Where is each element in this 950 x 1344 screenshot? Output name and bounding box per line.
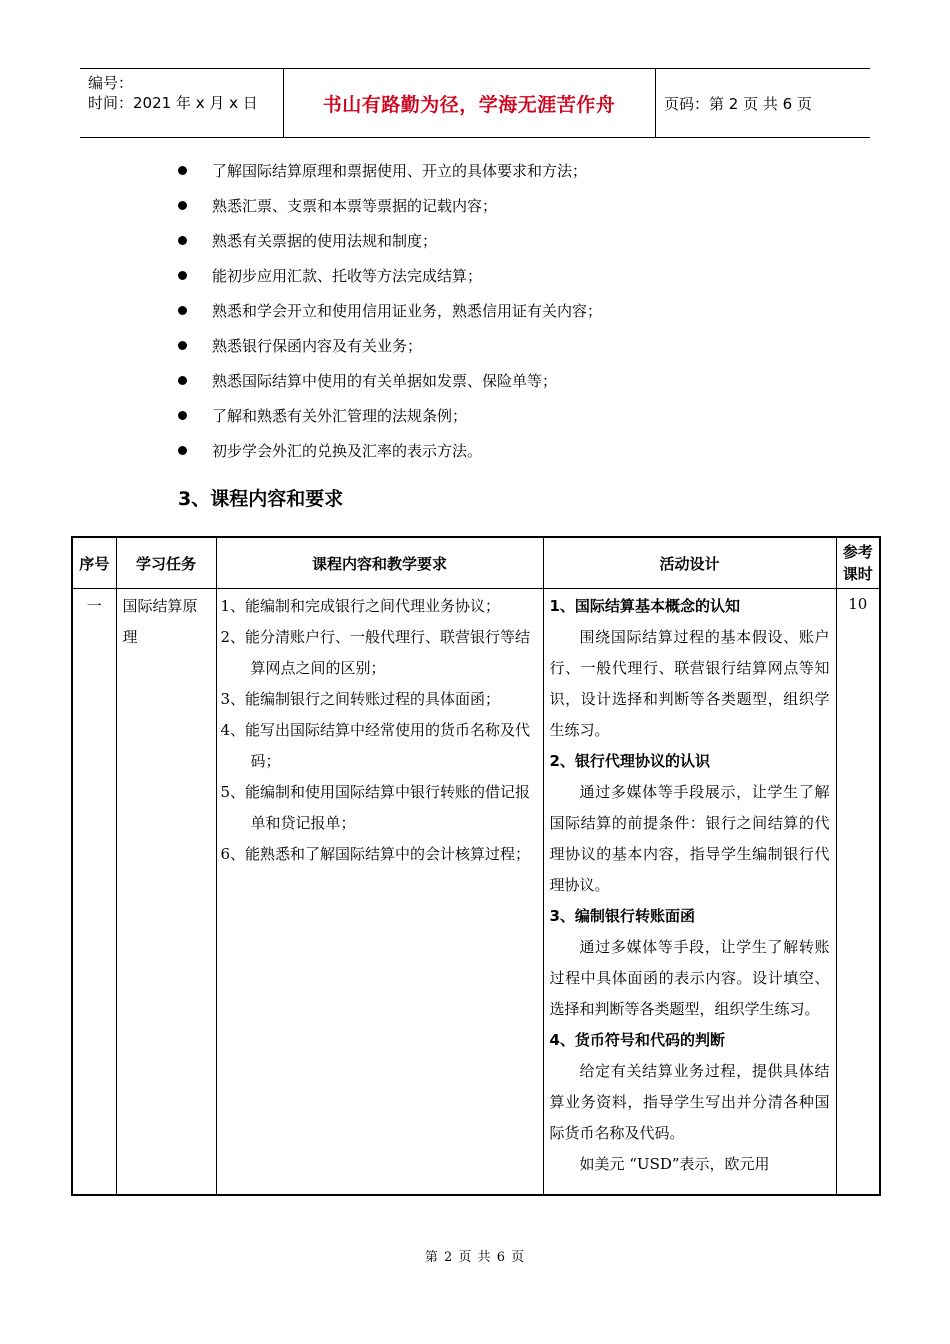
header-hours: 参考 课时 (836, 537, 880, 589)
activity-text: 通过多媒体等手段展示，让学生了解国际结算的前提条件：银行之间结算的代理协议的基本内容，指导学生编制银行代理协议。 (549, 783, 830, 894)
table-row (72, 589, 880, 1195)
activity-title: 3、编制银行转账面函 (549, 907, 695, 925)
content-item: 3、能编制银行之间转账过程的具体面函； (220, 690, 501, 708)
bullet-icon (178, 411, 187, 420)
objective-item: 初步学会外汇的兑换及汇率的表示方法。 (178, 437, 602, 472)
objective-list (178, 157, 602, 472)
course-content-table (71, 536, 881, 1196)
row-task: 国际结算原理 (116, 589, 216, 1195)
objective-item: 熟悉汇票、支票和本票等票据的记载内容； (178, 192, 602, 227)
bullet-icon (178, 446, 187, 455)
activity-text-continued: 如美元 “USD”表示，欧元用 (579, 1155, 770, 1173)
header-content: 课程内容和教学要求 (216, 537, 543, 589)
document-number-label: 编号： (88, 74, 134, 92)
header-no: 序号 (72, 537, 116, 589)
objective-item: 熟悉银行保函内容及有关业务； (178, 332, 602, 367)
row-number: 一 (72, 589, 116, 1195)
objective-item: 能初步应用汇款、托收等方法完成结算； (178, 262, 602, 297)
document-date: 时间：2021 年 x 月 x 日 (88, 94, 258, 112)
content-item: 1、能编制和完成银行之间代理业务协议； (220, 597, 501, 615)
page-footer: 第 2 页 共 6 页 (424, 1250, 526, 1265)
objective-item: 熟悉国际结算中使用的有关单据如发票、保险单等； (178, 367, 602, 402)
objective-item: 熟悉和学会开立和使用信用证业务，熟悉信用证有关内容； (178, 297, 602, 332)
header-page-info: 页码：第 2 页 共 6 页 (664, 94, 812, 113)
content-item: 4、能写出国际结算中经常使用的货币名称及代码； (220, 721, 531, 770)
bullet-icon (178, 236, 187, 245)
header-activity: 活动设计 (543, 537, 836, 589)
content-item: 5、能编制和使用国际结算中银行转账的借记报单和贷记报单； (220, 783, 531, 832)
bullet-icon (178, 306, 187, 315)
objective-item: 了解国际结算原理和票据使用、开立的具体要求和方法； (178, 157, 602, 192)
content-item: 2、能分清账户行、一般代理行、联营银行等结算网点之间的区别； (220, 628, 531, 677)
activity-text: 围绕国际结算过程的基本假设、账户行、一般代理行、联营银行结算网点等知识，设计选择和判断等各类题型，组织学生练习。 (549, 628, 830, 739)
row-activity (543, 589, 836, 1195)
table-header-row (72, 537, 880, 589)
bullet-icon (178, 341, 187, 350)
activity-title: 4、货币符号和代码的判断 (549, 1031, 725, 1049)
header-left (88, 73, 258, 113)
activity-title: 2、银行代理协议的认识 (549, 752, 710, 770)
header-task: 学习任务 (116, 537, 216, 589)
content-item: 6、能熟悉和了解国际结算中的会计核算过程； (220, 845, 531, 863)
bullet-icon (178, 201, 187, 210)
objective-item: 了解和熟悉有关外汇管理的法规条例； (178, 402, 602, 437)
header-divider (655, 69, 656, 137)
row-hours: 10 (836, 589, 880, 1195)
activity-text: 给定有关结算业务过程，提供具体结算业务资料，指导学生写出并分清各种国际货币名称及代码。 (549, 1062, 830, 1142)
page-header (80, 68, 870, 138)
activity-text: 通过多媒体等手段，让学生了解转账过程中具体面函的表示内容。设计填空、选择和判断等各类题型，组织学生练习。 (549, 938, 830, 1018)
bullet-icon (178, 271, 187, 280)
section-title: 3、课程内容和要求 (178, 488, 344, 510)
row-content (216, 589, 543, 1195)
header-motto: 书山有路勤为径，学海无涯苦作舟 (322, 93, 616, 116)
objective-item: 熟悉有关票据的使用法规和制度； (178, 227, 602, 262)
bullet-icon (178, 376, 187, 385)
activity-title: 1、国际结算基本概念的认知 (549, 597, 740, 615)
bullet-icon (178, 166, 187, 175)
